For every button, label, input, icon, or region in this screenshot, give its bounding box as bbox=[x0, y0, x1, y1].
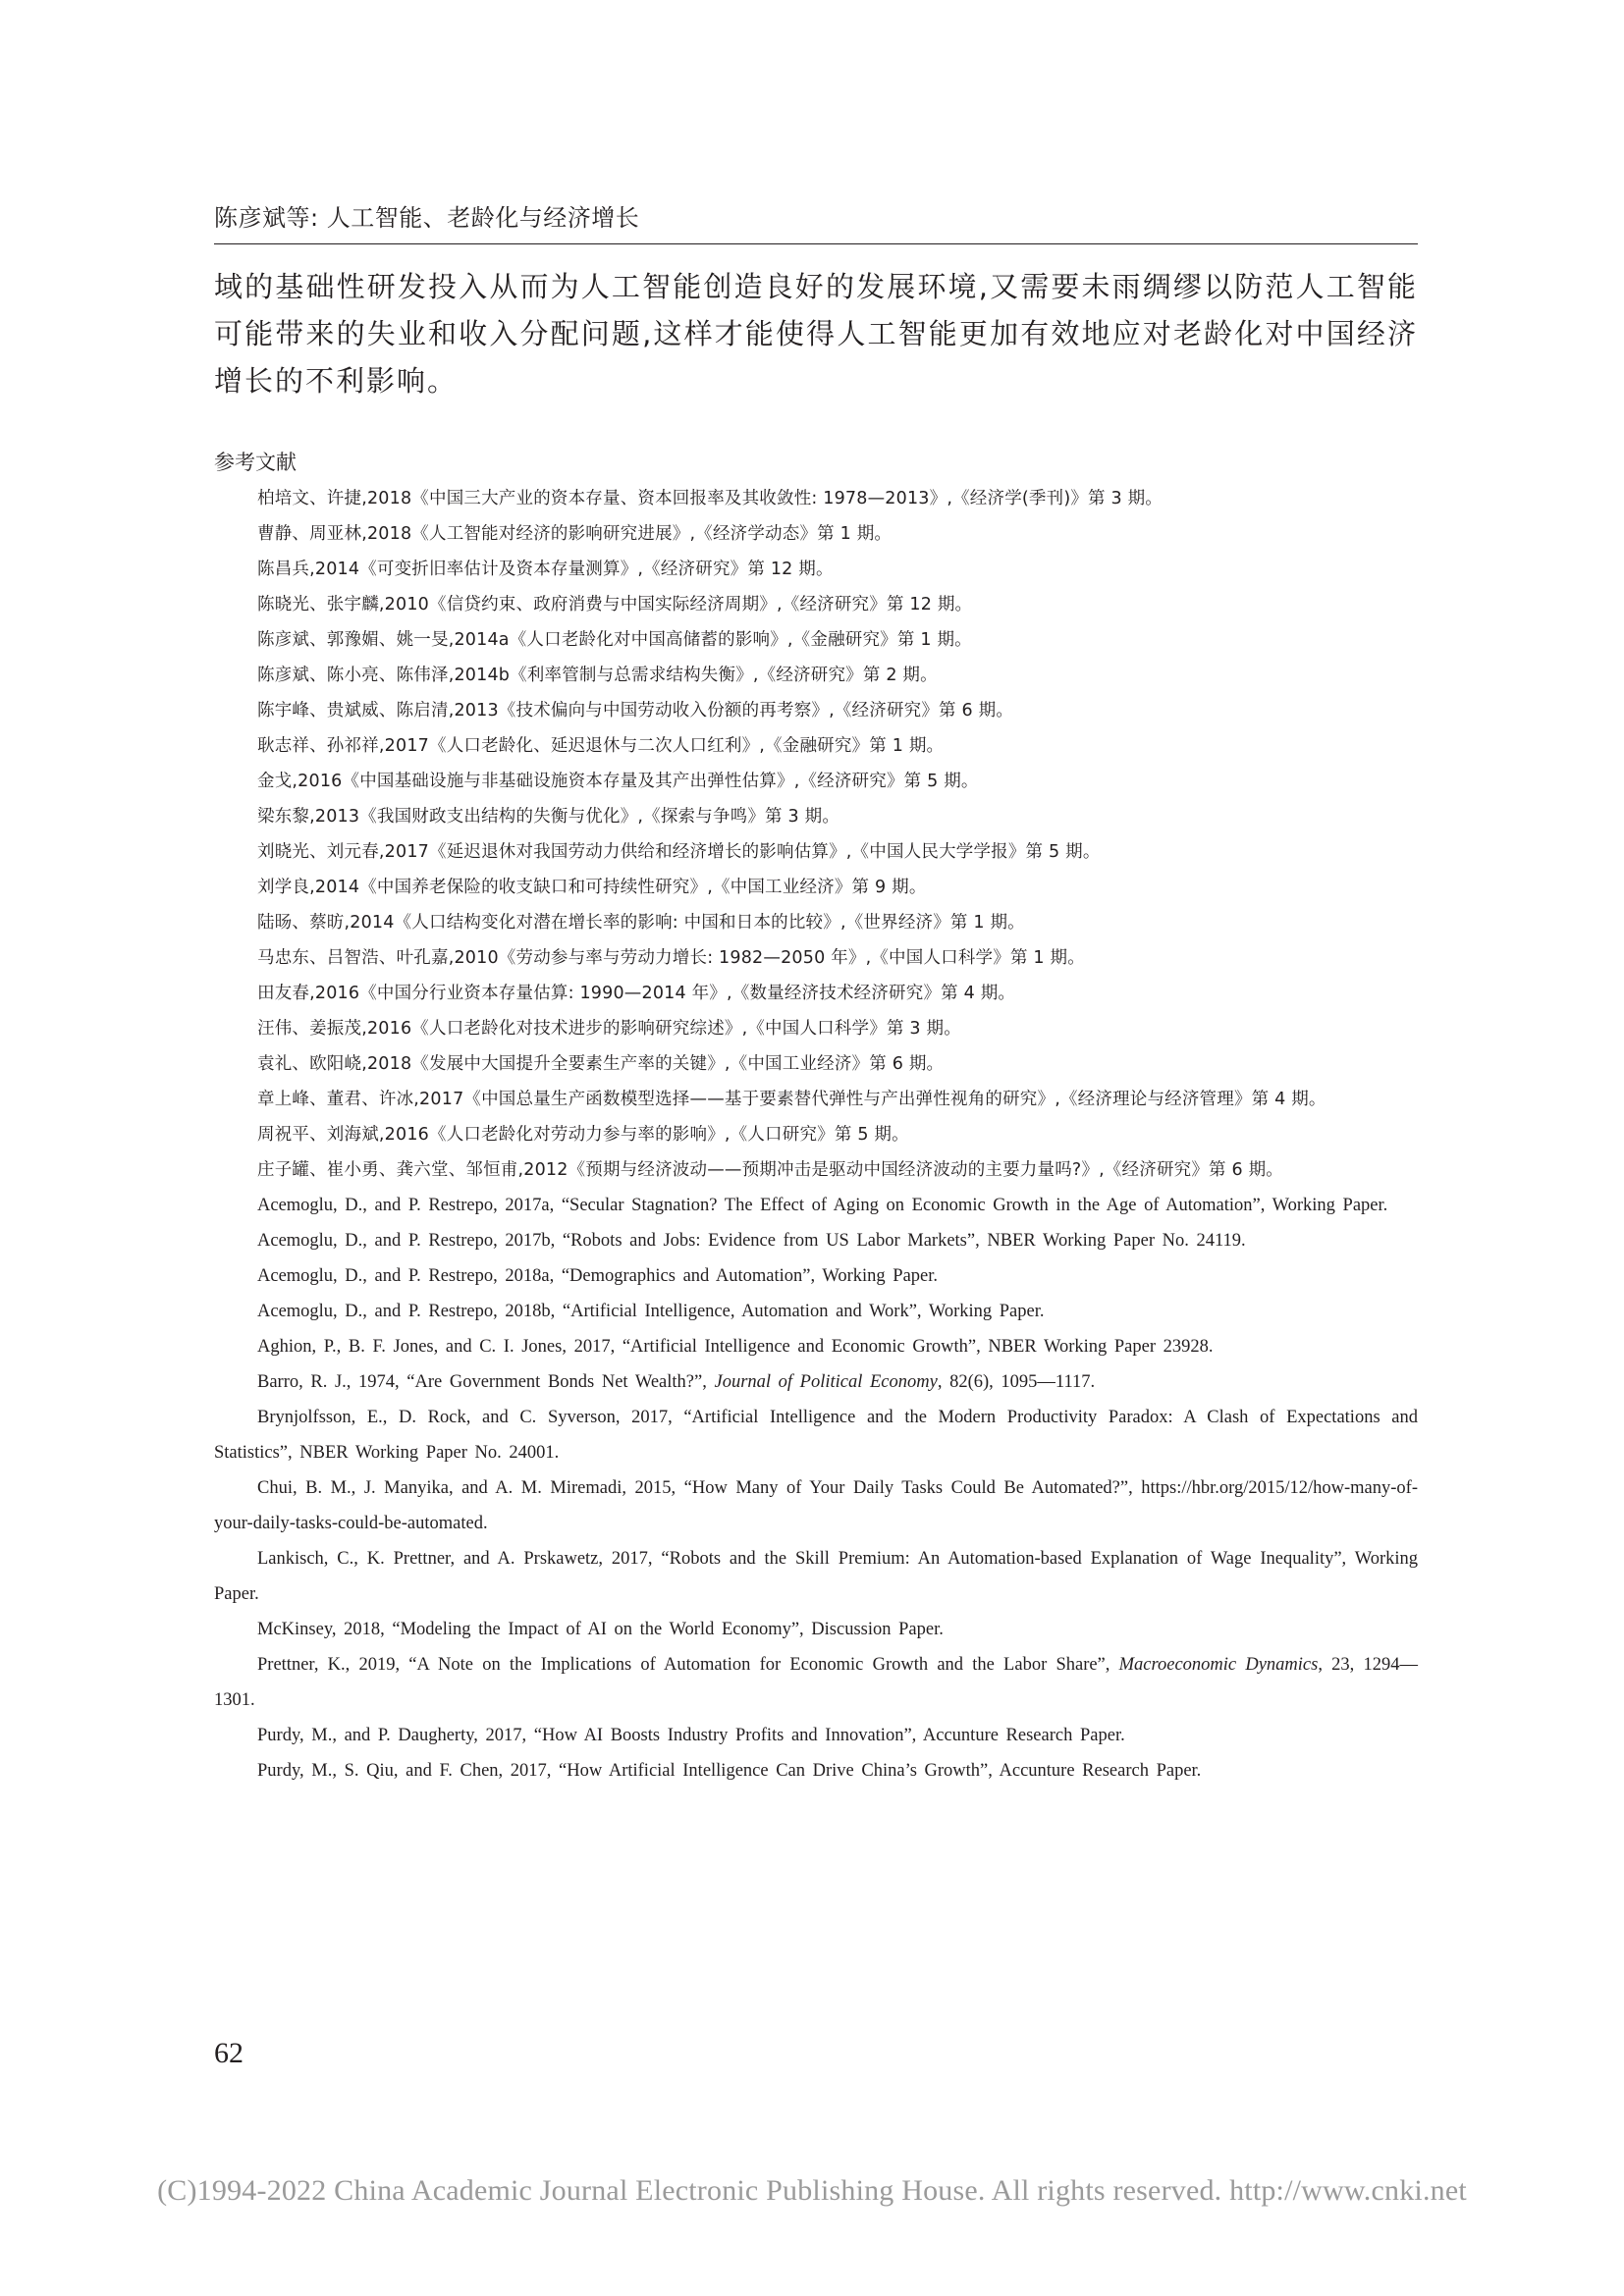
reference-item: Purdy, M., and P. Daugherty, 2017, “How AI Boosts Industry Profits and Innovation”, Accunture Research Paper. bbox=[257, 1726, 1125, 1745]
reference-item: 庄子罐、崔小勇、龚六堂、邹恒甫,2012《预期与经济波动——预期冲击是驱动中国经济波动的主要力量吗?》,《经济研究》第 6 期。 bbox=[257, 1160, 1284, 1180]
reference-list bbox=[214, 481, 1418, 1789]
running-head: 陈彦斌等: 人工智能、老龄化与经济增长 bbox=[214, 204, 640, 232]
reference-item: Brynjolfsson, E., D. Rock, and C. Syverson, 2017, “Artificial Intelligence and the Modern Productivity Paradox: A Clash of Expectations and Statistics”, NBER Working Paper No. 24001. bbox=[214, 1408, 1418, 1463]
reference-item: McKinsey, 2018, “Modeling the Impact of AI on the World Economy”, Discussion Paper. bbox=[257, 1620, 944, 1639]
reference-item: 田友春,2016《中国分行业资本存量估算: 1990—2014 年》,《数量经济技术经济研究》第 4 期。 bbox=[257, 984, 1016, 1003]
header-rule bbox=[214, 243, 1418, 244]
reference-text: , 82(6), 1095—1117. bbox=[937, 1372, 1096, 1392]
reference-item: Purdy, M., S. Qiu, and F. Chen, 2017, “How Artificial Intelligence Can Drive China’s Growth”, Accunture Research Paper. bbox=[257, 1761, 1202, 1781]
reference-item: 陈晓光、张宇麟,2010《信贷约束、政府消费与中国实际经济周期》,《经济研究》第 12 期。 bbox=[257, 595, 973, 614]
reference-item: 陈昌兵,2014《可变折旧率估计及资本存量测算》,《经济研究》第 12 期。 bbox=[257, 560, 834, 579]
reference-text: Barro, R. J., 1974, “Are Government Bonds Net Wealth?”, bbox=[257, 1372, 715, 1392]
reference-item: 汪伟、姜振茂,2016《人口老龄化对技术进步的影响研究综述》,《中国人口科学》第 3 期。 bbox=[257, 1019, 961, 1039]
reference-item: 梁东黎,2013《我国财政支出结构的失衡与优化》,《探索与争鸣》第 3 期。 bbox=[257, 807, 840, 827]
body-paragraph: 域的基础性研发投入从而为人工智能创造良好的发展环境,又需要未雨绸缪以防范人工智能可能带来的失业和收入分配问题,这样才能使得人工智能更加有效地应对老龄化对中国经济增长的不利影响。 bbox=[214, 270, 1418, 398]
reference-item: 陈彦斌、郭豫媚、姚一旻,2014a《人口老龄化对中国高储蓄的影响》,《金融研究》第 1 期。 bbox=[257, 630, 972, 650]
references-heading: 参考文献 bbox=[214, 451, 297, 474]
reference-item: 陈宇峰、贵斌威、陈启清,2013《技术偏向与中国劳动收入份额的再考察》,《经济研究》第 6 期。 bbox=[257, 701, 1014, 721]
reference-item: Acemoglu, D., and P. Restrepo, 2018a, “Demographics and Automation”, Working Paper. bbox=[257, 1266, 939, 1286]
copyright-footer: (C)1994-2022 China Academic Journal Electronic Publishing House. All rights reserved. http://www.cnki.net bbox=[157, 2174, 1467, 2207]
reference-item: 刘学良,2014《中国养老保险的收支缺口和可持续性研究》,《中国工业经济》第 9 期。 bbox=[257, 878, 927, 897]
reference-item bbox=[214, 1647, 1418, 1718]
reference-item: 柏培文、许捷,2018《中国三大产业的资本存量、资本回报率及其收敛性: 1978—2013》,《经济学(季刊)》第 3 期。 bbox=[257, 489, 1164, 508]
reference-item: 曹静、周亚林,2018《人工智能对经济的影响研究进展》,《经济学动态》第 1 期。 bbox=[257, 524, 893, 544]
reference-item: 陆旸、蔡昉,2014《人口结构变化对潜在增长率的影响: 中国和日本的比较》,《世界经济》第 1 期。 bbox=[257, 913, 1025, 933]
reference-item: Acemoglu, D., and P. Restrepo, 2018b, “Artificial Intelligence, Automation and Work”, Working Paper. bbox=[257, 1302, 1045, 1321]
reference-item: 袁礼、欧阳峣,2018《发展中大国提升全要素生产率的关键》,《中国工业经济》第 6 期。 bbox=[257, 1054, 945, 1074]
reference-item: 金戈,2016《中国基础设施与非基础设施资本存量及其产出弹性估算》,《经济研究》第 5 期。 bbox=[257, 772, 979, 791]
reference-item: 周祝平、刘海斌,2016《人口老龄化对劳动力参与率的影响》,《人口研究》第 5 期。 bbox=[257, 1125, 909, 1145]
reference-text: , 23, 1294—1301. bbox=[214, 1655, 1418, 1710]
reference-item: 章上峰、董君、许冰,2017《中国总量生产函数模型选择——基于要素替代弹性与产出弹性视角的研究》,《经济理论与经济管理》第 4 期。 bbox=[257, 1090, 1326, 1109]
reference-item: Acemoglu, D., and P. Restrepo, 2017a, “Secular Stagnation? The Effect of Aging on Economic Growth in the Age of Automation”, Working Paper. bbox=[257, 1196, 1388, 1215]
reference-item: 马忠东、吕智浩、叶孔嘉,2010《劳动参与率与劳动力增长: 1982—2050 年》,《中国人口科学》第 1 期。 bbox=[257, 948, 1085, 968]
reference-item: Acemoglu, D., and P. Restrepo, 2017b, “Robots and Jobs: Evidence from US Labor Markets”, NBER Working Paper No. 24119. bbox=[257, 1231, 1246, 1251]
reference-item: 刘晓光、刘元春,2017《延迟退休对我国劳动力供给和经济增长的影响估算》,《中国人民大学学报》第 5 期。 bbox=[257, 842, 1101, 862]
reference-text: Prettner, K., 2019, “A Note on the Implications of Automation for Economic Growth and the Labor Share”, bbox=[257, 1655, 1119, 1675]
reference-item: Lankisch, C., K. Prettner, and A. Prskawetz, 2017, “Robots and the Skill Premium: An Automation-based Explanation of Wage Inequality”, Working Paper. bbox=[214, 1549, 1418, 1604]
page-number: 62 bbox=[214, 2037, 244, 2069]
reference-journal: Macroeconomic Dynamics bbox=[1118, 1655, 1319, 1675]
reference-item: 耿志祥、孙祁祥,2017《人口老龄化、延迟退休与二次人口红利》,《金融研究》第 1 期。 bbox=[257, 736, 945, 756]
reference-item: 陈彦斌、陈小亮、陈伟泽,2014b《利率管制与总需求结构失衡》,《经济研究》第 2 期。 bbox=[257, 666, 938, 685]
reference-item bbox=[214, 1364, 1418, 1400]
reference-item: Aghion, P., B. F. Jones, and C. I. Jones, 2017, “Artificial Intelligence and Economic Growth”, NBER Working Paper 23928. bbox=[257, 1337, 1214, 1357]
reference-journal: Journal of Political Economy bbox=[714, 1372, 938, 1392]
reference-item: Chui, B. M., J. Manyika, and A. M. Miremadi, 2015, “How Many of Your Daily Tasks Could Be Automated?”, https://hbr.org/2015/12/how-many-of-your-daily-tasks-could-be-automated. bbox=[214, 1478, 1418, 1533]
